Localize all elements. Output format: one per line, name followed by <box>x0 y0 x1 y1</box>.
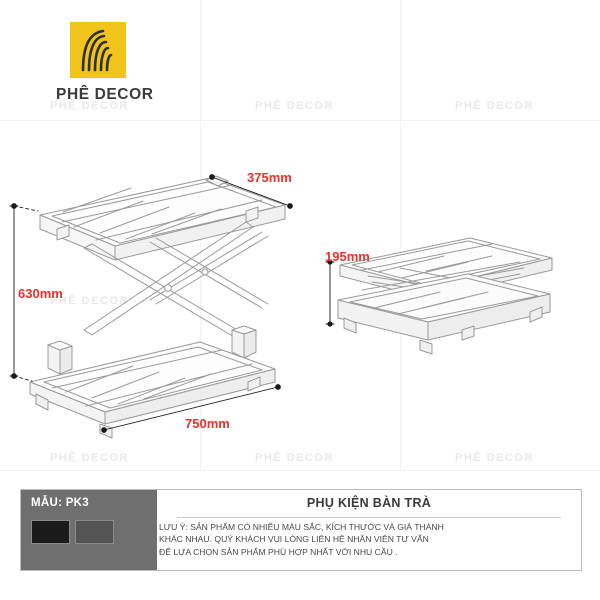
product-description-block <box>157 490 581 570</box>
watermark: PHÊ DECOR <box>255 100 334 112</box>
note-line-1: LƯU Ý: SẢN PHẨM CÓ NHIỀU MÀU SẮC, KÍCH THƯỚC VÀ GIÁ THÀNH <box>159 522 444 532</box>
black-swatch[interactable] <box>31 520 70 544</box>
note-line-2: KHÁC NHAU. QUÝ KHÁCH VUI LÒNG LIÊN HỆ NHÂN VIÊN TƯ VẤN <box>159 534 429 545</box>
folded-view <box>338 238 552 354</box>
note-text <box>157 521 575 558</box>
watermark: PHÊ DECOR <box>50 295 129 307</box>
divider <box>177 517 561 518</box>
dimension-folded-height-label: 195mm <box>325 249 370 264</box>
watermark: PHÊ DECOR <box>255 452 334 464</box>
model-label: MẪU: PK3 <box>31 497 89 509</box>
watermark: PHÊ DECOR <box>455 452 534 464</box>
dimension-depth-label: 375mm <box>247 170 292 185</box>
product-name: PHỤ KIỆN BÀN TRÀ <box>306 496 432 510</box>
dimension-length-label: 750mm <box>185 416 230 431</box>
watermark: PHÊ DECOR <box>50 100 129 112</box>
brand-name: PHÊ DECOR <box>56 86 154 103</box>
product-info-panel <box>20 489 582 571</box>
color-swatch-group <box>31 520 114 544</box>
watermark: PHÊ DECOR <box>50 452 129 464</box>
watermark: PHÊ DECOR <box>455 100 534 112</box>
note-line-3: ĐỂ LỰA CHỌN SẢN PHẨM PHÙ HỢP NHẤT VỚI NHU CẦU . <box>159 546 398 557</box>
dimension-height-label: 630mm <box>18 286 63 301</box>
dark-gray-swatch[interactable] <box>75 520 114 544</box>
model-block <box>21 490 157 570</box>
